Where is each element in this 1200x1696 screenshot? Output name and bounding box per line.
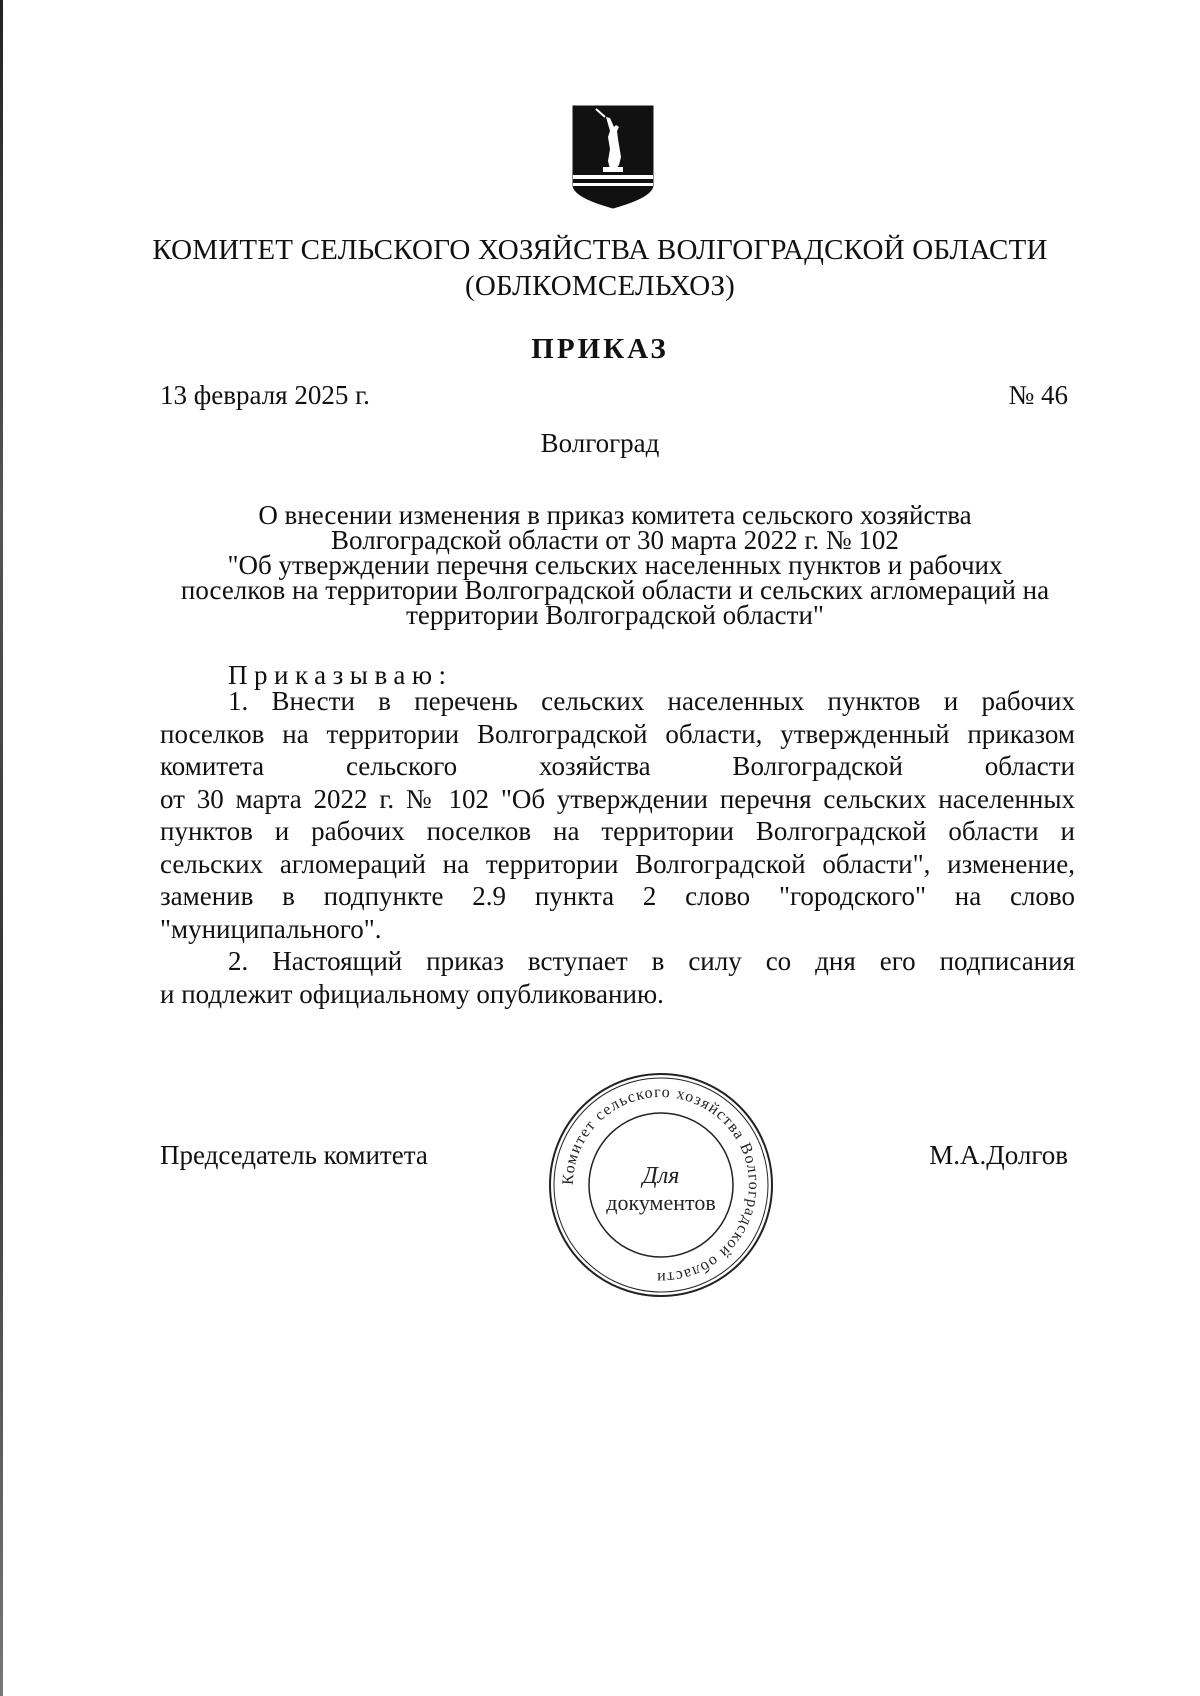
signatory-title: Председатель комитета — [160, 1140, 428, 1170]
order-word: Приказываю: — [228, 660, 453, 690]
paragraph-line: комитета сельского хозяйства Волгоградской области — [160, 751, 1075, 781]
subject-line: поселков на территории Волгоградской области и сельских агломераций на — [180, 575, 1050, 605]
paragraph-line: 1. Внести в перечень сельских населенных пунктов и рабочих — [228, 686, 1075, 716]
stamp-center-line: документов — [606, 1190, 716, 1215]
paragraph-line: от 30 марта 2022 г. № 102 "Об утверждении перечня сельских населенных — [160, 783, 1075, 814]
document-type-title: ПРИКАЗ — [531, 333, 669, 365]
document-city: Волгоград — [540, 428, 660, 458]
signatory-name: М.А.Долгов — [929, 1140, 1068, 1170]
document-subject — [155, 500, 1075, 630]
paragraph-line: поселков на территории Волгоградской области, утвержденный приказом — [160, 718, 1075, 749]
official-stamp-icon — [546, 1070, 776, 1300]
paragraph-line: 2. Настоящий приказ вступает в силу со дня его подписания — [228, 946, 1075, 976]
paragraph-line: заменив в подпункте 2.9 пункта 2 слово "городского" на слово — [160, 881, 1075, 911]
stamp-center-line: Для — [642, 1163, 680, 1189]
document-number: № 46 — [1008, 380, 1068, 410]
organization-name: КОМИТЕТ СЕЛЬСКОГО ХОЗЯЙСТВА ВОЛГОГРАДСКОЙ ОБЛАСТИ — [152, 234, 1048, 266]
paragraph-1 — [160, 685, 1075, 945]
paragraph-line: и подлежит официальному опубликованию. — [160, 978, 664, 1009]
paragraph-line: сельских агломераций на территории Волгоградской области", изменение, — [160, 848, 1075, 879]
paragraph-line: пунктов и рабочих поселков на территории Волгоградской области и — [160, 816, 1075, 846]
subject-line: О внесении изменения в приказ комитета сельского хозяйства — [258, 500, 972, 530]
coat-of-arms-icon — [572, 105, 654, 209]
document-date: 13 февраля 2025 г. — [160, 380, 370, 410]
organization-short-name: (ОБЛКОМСЕЛЬХОЗ) — [464, 270, 736, 302]
paragraph-line: "муниципального". — [160, 913, 382, 944]
subject-line: "Об утверждении перечня сельских населенных пунктов и рабочих — [227, 550, 1003, 580]
stamp-ring-text: Комитет сельского хозяйства Волгоградской области — [559, 1083, 763, 1287]
paragraph-2 — [160, 945, 1075, 1010]
subject-line: Волгоградской области от 30 марта 2022 г. № 102 — [331, 525, 899, 555]
scan-edge — [0, 0, 3, 1696]
subject-line: территории Волгоградской области" — [406, 600, 824, 630]
